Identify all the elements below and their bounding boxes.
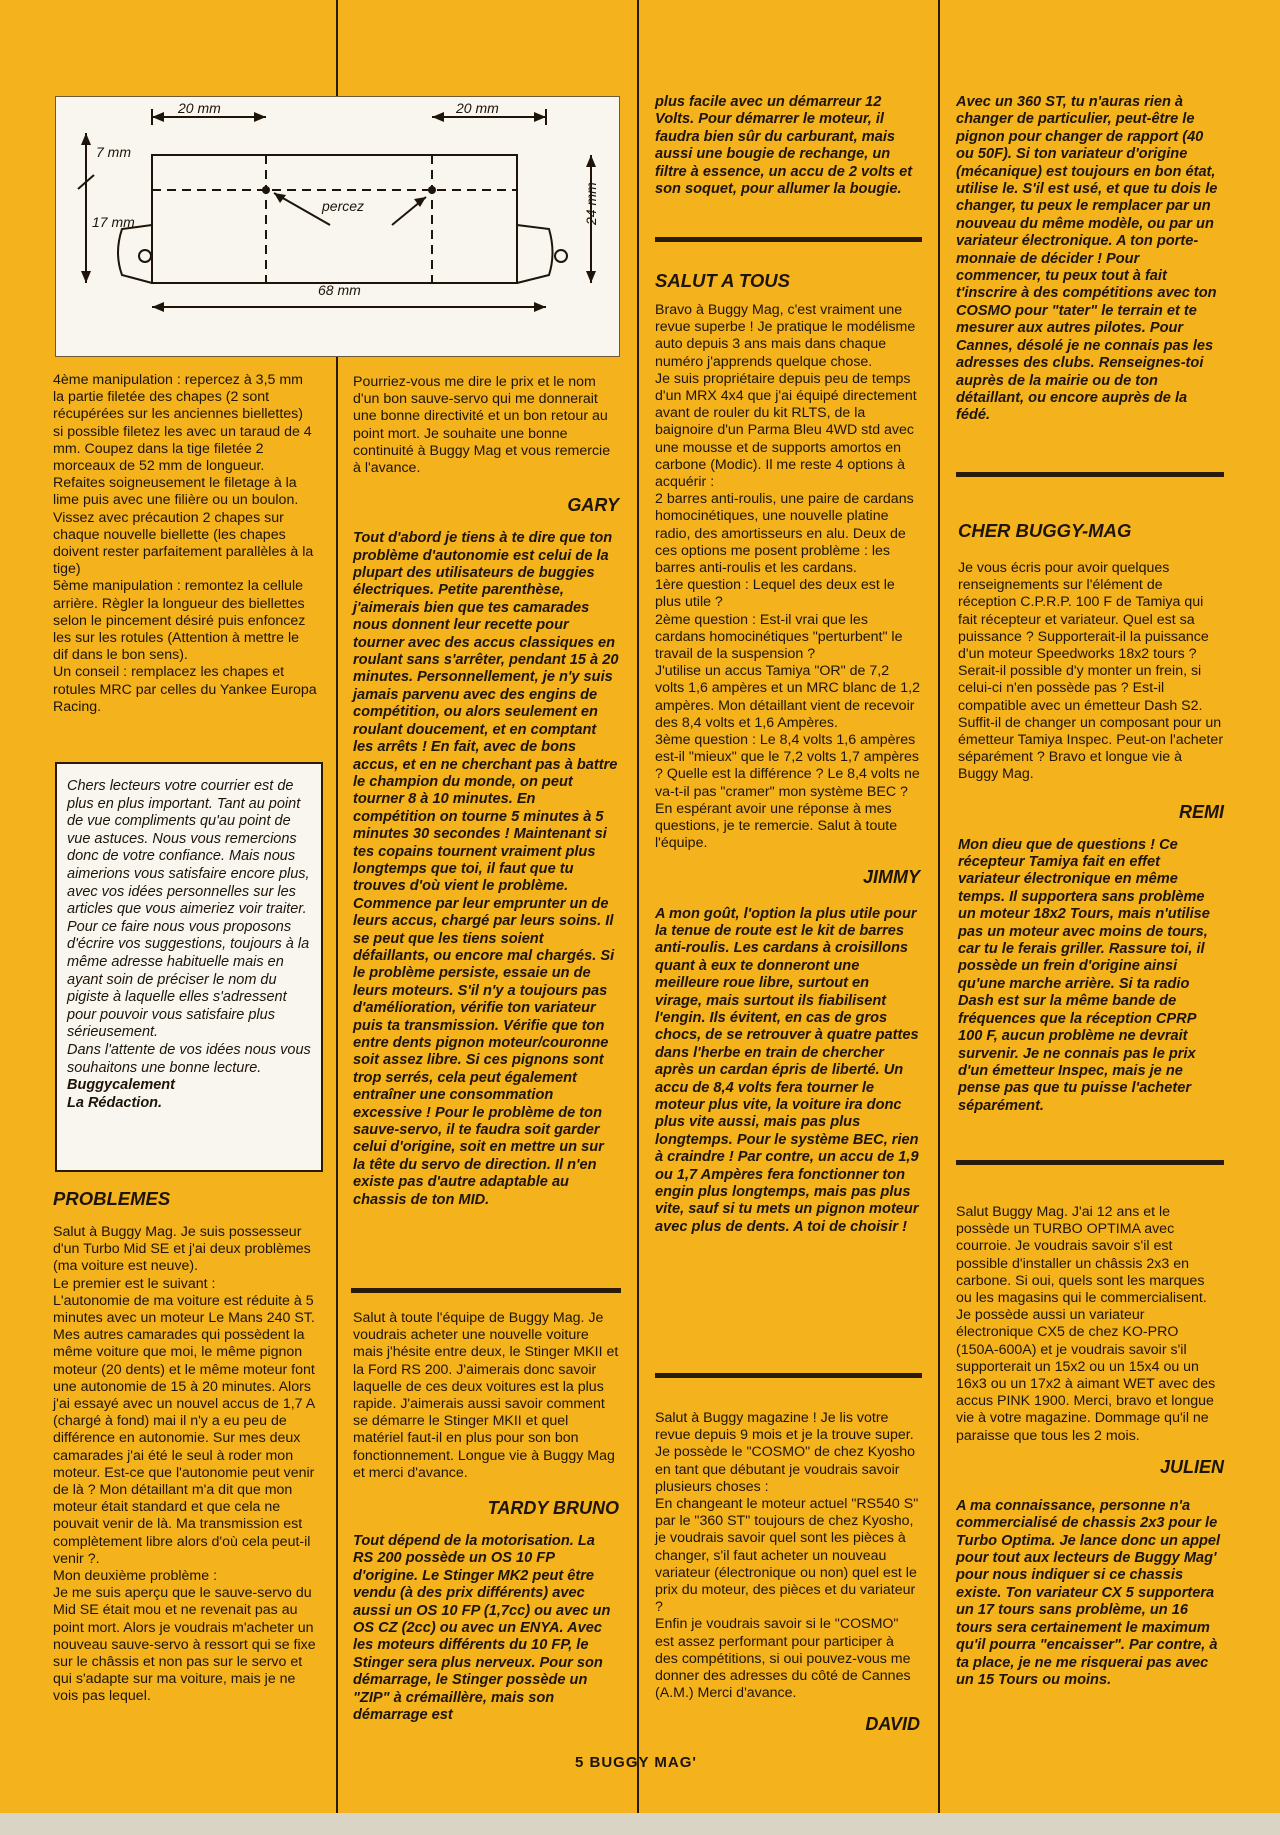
paragraph: Salut à Buggy magazine ! Je lis votre revue depuis 9 mois et je la trouve super. Je possède le "COSMO" de chez Kyosho en tant que débutant je voudrais savoir plusieurs choses : [655,1410,916,1495]
column-4-mid [958,520,1224,1115]
paragraph: 4ème manipulation : repercez à 3,5 mm la partie filetée des chapes (2 sont récupérées sur les anciennes biellettes) si possible filetez les avec un taraud de 4 mm. Coupez dans la tige filetée 2 morceaux de 52 mm de longueur. Refaites soigneusement le filetage à la lime puis avec une filière ou un boulon. Vissez avec précaution 2 chapes sur chaque nouvelle biellette (les chapes doivent rester parfaitement parallèles à la tige) [53,372,314,578]
column-4-lower [956,1204,1224,1689]
signature: JULIEN [1159,1456,1224,1477]
column-3-lower [655,1410,920,1735]
dim-top-right: 20 mm [456,100,499,116]
paragraph: Salut à Buggy Mag. Je suis possesseur d'un Turbo Mid SE et j'ai deux problèmes (ma voiture est neuve). [53,1224,311,1275]
section-heading: CHER BUGGY-MAG [958,520,1132,541]
signature: GARY [567,495,619,516]
column-2 [353,374,619,1209]
letter-text: Salut à toute l'équipe de Buggy Mag. Je voudrais acheter une nouvelle voiture mais j'hésite entre deux, le Stinger MKII et la Ford RS 200. J'aimerais donc savoir laquelle de ces deux voitures est la plus rapide. J'aimerais aussi savoir comment se démarre le Stinger MKII et quel matériel faut-il en plus pour son bon fonctionnement. Longue vie à Buggy Mag et merci d'avance. [353,1310,619,1481]
paragraph: Je me suis aperçu que le sauve-servo du Mid SE était mou et ne revenait pas au point mort. Alors je voudrais m'acheter un nouveau sauve-servo à ressort qui se fixe sur le châssis et non pas sur le servo et qui s'adapte sur ma voiture, mais je ne vois pas lequel. [53,1585,316,1705]
signature: TARDY BRUNO [487,1498,619,1519]
signature: JIMMY [862,866,920,887]
paragraph: En espérant avoir une réponse à mes questions, je te remercie. Salut à toute l'équipe. [655,800,898,852]
editor-reply: Mon dieu que de questions ! Ce récepteur Tamiya fait en effet variateur électronique en même temps. Il supportera sans problème un moteur 18x2 Tours, mais n'utilise pas un moteur avec moins de tours, car tu le ferais griller. Rassure toi, il possède un frein d'origine ainsi qu'une marche arrière. Si ta radio Dash est sur la même bande de fréquences que la réception CPRP 100 F, aucun problème ne devrait survenir. Je ne connais pas le prix d'un émetteur Inspec, mais je ne pense pas que tu puisse l'acheter séparément. [958,836,1210,1114]
separator [351,1288,621,1293]
editor-reply: A ma connaissance, personne n'a commercialisé de chassis 2x3 pour le Turbo Optima. Je lance donc un appel pour tout aux lecteurs de Buggy Mag' pour nous indiquer si ce chassis existe. Ton variateur CX 5 supportera un 17 tours sans problème, un 16 tours sera certainement le maximum qu'il pourra "encaisser". Par contre, à ta place, je ne me risquerai pas avec un 15 Tours ou moins. [956,1497,1221,1688]
letter-text: Salut Buggy Mag. J'ai 12 ans et le possède un TURBO OPTIMA avec courroie. Je voudrais savoir s'il est possible d'installer un châssis 2x3 en carbone. Si oui, quels sont les marques ou les magasins qui le commercialisent. Je possède aussi un variateur électronique CX5 de chez KO-PRO (150A-600A) et je voudrais savoir s'il supporterait un 15x2 ou un 15x4 ou un 16x3 ou un 17x2 à aimant WET avec des accus PINK 1900. Merci, bravo et longue vie à votre magazine. Dommage qu'il ne paraisse que tous les 2 mois. [956,1204,1216,1444]
column-rule [637,0,639,1835]
notice-text-2: Dans l'attente de vos idées nous vous souhaitons une bonne lecture. [67,1041,311,1076]
editorial-notice [55,762,323,1172]
editor-reply: Tout dépend de la motorisation. La RS 200 possède un OS 10 FP d'origine. Le Stinger MK2 peut être vendu (à des prix différents) avec aussi un OS 10 FP (1,7cc) ou avec un OS CZ (2cc) ou avec un ENYA. Avec les moteurs différents du 10 FP, le Stinger sera plus nerveux. Pour son démarrage, le Stinger possède un "ZIP" à crémaillère, mais son démarrage est [353,1533,611,1724]
page-bottom-strip [0,1813,1280,1835]
editor-reply: plus facile avec un démarreur 12 Volts. Pour démarrer le moteur, il faudra bien sûr du carburant, mais aussi une bougie de rechange, un filtre à essence, un accu de 2 volts et son soquet, pour allumer la bougie. [655,94,913,198]
column-1-lower [53,1188,317,1706]
separator [956,1160,1224,1165]
separator [655,237,922,242]
dim-right: 24 mm [583,182,599,225]
paragraph: 2ème question : Est-il vrai que les cardans homocinétiques "perturbent" le travail de la suspension ? [655,611,903,663]
column-4 [956,94,1224,425]
paragraph: Enfin je voudrais savoir si le "COSMO" est assez performant pour participer à des compétitions, si oui pouvez-vous me donner des adresses du côté de Cannes (A.M.) Merci d'avance. [655,1616,911,1702]
section-heading: PROBLEMES [53,1188,171,1209]
paragraph: Mon deuxième problème : [53,1568,218,1585]
column-3 [655,94,920,198]
percez-label: percez [322,198,365,214]
editor-reply: Tout d'abord je tiens à te dire que ton problème d'autonomie est celui de la plupart des utilisateurs de buggies électriques. Petite parenthèse, j'aimerais bien que tes camarades nous donnent leur recette pour tourner avec des accus classiques en roulant sans s'arrêter, pendant 15 à 20 minutes. Personnellement, je n'y suis jamais parvenu avec des engins de compétition, ou alors seulement en roulant doucement, et en comptant les arrêts ! En fait, avec de bons accus, et en ne cherchant pas à battre le champion du monde, on peut tourner 8 à 10 minutes. En compétition on tourne 5 minutes à 5 minutes 30 secondes ! Maintenant si tes copains tournent vraiment plus longtemps que toi, il faut que tu trouves d'où vient le problème. Commence par leur emprunter un de leurs accus, chargé par leurs soins. Il se peut que les tiens soient défaillants, ou encore mal chargés. Si le problème persiste, essaie un de leurs moteurs. S'il n'y a toujours pas d'amélioration, vérifie ton variateur puis ta transmission. Vérifie que ton entre dents pignon moteur/couronne soit assez libre. Si ces pignons sont trop serrés, cela peut également entraîner une consommation excessive ! Pour le problème de ton sauve-servo, il te faudra soit garder celui d'origine, soit en mettre un sur la tête du servo de direction. Il n'en existe pas d'autre adaptable au chassis de ton MID. [353,530,619,1208]
column-2-lower [353,1310,619,1725]
letter-text: Pourriez-vous me dire le prix et le nom d'un bon sauve-servo qui me donnerait une bonne directivité et un bon retour au point mort. Je souhaite une bonne continuité à Buggy Mag et vous remercie à l'avance. [353,374,611,477]
paragraph: Je suis propriétaire depuis peu de temps d'un MRX 4x4 que j'ai équipé directement avant de rouler du kit RLTS, de la baignoire d'un Parma Bleu 4WD std avec une mousse et de supports amortos en carbone (Modic). Il me reste 4 options à acquérir : [655,370,917,491]
paragraph: 3ème question : Le 8,4 volts 1,6 ampères est-il "mieux" que le 7,2 volts 1,7 ampères ? Quelle est la différence ? Le 8,4 volts ne va-t-il pas "cramer" mon système BEC ? [655,732,920,800]
section-heading: SALUT A TOUS [655,270,790,291]
paragraph: 2 barres anti-roulis, une paire de cardans homocinétiques, une nouvelle platine radio, des amortisseurs en alu. Deux de ces options me posent problème : les barres anti-roulis et les cardans. [655,491,914,577]
paragraph: Le premier est le suivant : [53,1275,216,1292]
page-footer: 5 BUGGY MAG' [575,1754,697,1771]
paragraph: 5ème manipulation : remontez la cellule arrière. Règler la longueur des biellettes selon le pincement désiré puis enfoncez les sur les rotules (Attention à mettre le dif dans le bon sens). [53,578,306,664]
paragraph: L'autonomie de ma voiture est réduite à 5 minutes avec un moteur Le Mans 240 ST. Mes autres camarades qui possèdent la même voiture que moi, le même pignon moteur (20 dents) et le même moteur font une autonomie de 15 à 20 minutes. Alors j'ai essayé avec un nouvel accus de 1,7 A (chargé à fond) mai il n'y a eu peu de différence en autonomie. Sur mes deux camarades j'ai été le seul à roder mon moteur. Est-ce que l'autonomie peut venir de là ? Mon détaillant m'a dit que mon moteur était standard et que cela ne pouvait venir de là. Ma transmission est complètement libre alors d'où cela peut-il venir ?. [53,1292,315,1567]
dim-top-left: 20 mm [178,100,221,116]
paragraph: Bravo à Buggy Mag, c'est vraiment une revue superbe ! Je pratique le modélisme auto depuis 3 ans mais dans chaque numéro j'apprends quelque chose. [655,302,916,370]
dim-bottom: 68 mm [318,282,361,298]
paragraph: 1ère question : Lequel des deux est le plus utile ? [655,577,895,611]
dim-left-bottom: 17 mm [92,214,135,230]
letter-text: Je vous écris pour avoir quelques renseignements sur l'élément de réception C.P.R.P. 100 F de Tamiya qui fait récepteur et variateur. Quel est sa puissance ? Supporterait-il la puissance d'un moteur Speedworks 18x2 tours ? Serait-il possible d'y monter un frein, si celui-ci n'en possède pas ? Est-il compatible avec un émetteur Dash S2. Suffit-il de changer un composant pour un émetteur Tamiya Inspec. Peut-on l'acheter séparément ? Bravo et longue vie à Buggy Mag. [958,560,1224,783]
editor-reply: A mon goût, l'option la plus utile pour la tenue de route est le kit de barres anti-roulis. Les cardans à croisillons quant à eux te donneront une meilleure roue libre, surtout en virage, mais surtout ils fiabilisent l'engin. Ils évitent, en cas de gros chocs, de se retrouver à quatre pattes dans l'herbe en train de chercher après un cardan épris de liberté. Un accu de 8,4 volts fera tourner le moteur plus vite, la voiture ira donc plus vite aussi, mais pas plus longtemps. Pour le système BEC, rien à craindre ! Par contre, un accu de 1,9 ou 1,7 Ampères fera fonctionner ton engin plus longtemps, mais pas plus vite, sauf si tu mets un pignon moteur avec plus de dents. A toi de choisir ! [655,905,919,1235]
dimension-diagram [55,96,620,357]
editor-reply: Avec un 360 ST, tu n'auras rien à changer de particulier, peut-être le pignon pour changer de rapport (40 ou 50F). Si ton variateur d'origine (mécanique) est toujours en bon état, utilise le. S'il est usé, et que tu dois le changer, tu peux le remplacer par un nouveau du même modèle, ou par un variateur électronique. A ton porte-monnaie de décider ! Pour commencer, tu peux tout à fait t'inscrire à des compétitions avec ton COSMO pour "tater" le terrain et te mesurer aux autres pilotes. Pour Cannes, désolé je ne connais pas les adresses des clubs. Renseignes-toi auprès de la mairie ou de ton détaillant, ou encore auprès de la fédé. [956,94,1218,424]
signature: REMI [1179,801,1224,822]
column-rule [938,0,940,1835]
separator [956,472,1224,477]
column-1 [53,372,317,716]
notice-sign-1: Buggycalement [67,1077,175,1094]
separator [655,1373,922,1378]
column-3-mid [655,270,920,1236]
diagram-drawing [56,97,619,356]
paragraph: En changeant le moteur actuel "RS540 S" par le "360 ST" toujours de chez Kyosho, je voudrais savoir quel sont les pièces à changer, s'il faut acheter un nouveau variateur (électronique ou non) quel est le prix du moteur, des pièces et du variateur ? [655,1496,919,1616]
paragraph: Un conseil : remplacez les chapes et rotules MRC par celles du Yankee Europa Racing. [53,664,317,715]
notice-text: Chers lecteurs votre courrier est de plus en plus important. Tant au point de vue compliments qu'au point de vue astuces. Nous vous remercions donc de votre confiance. Mais nous aimerions vous satisfaire encore plus, avec vos idées personnelles sur les articles que vous aimeriez voir traiter. Pour ce faire nous vous proposons d'écrire vos suggestions, toujours à la même adresse habituelle mais en ayant soin de préciser le nom du pigiste à laquelle elles s'adressent pour pouvoir vous satisfaire plus sérieusement. [67,778,310,1041]
notice-sign-2: La Rédaction. [67,1094,163,1111]
signature: DAVID [865,1714,920,1735]
dim-left-top: 7 mm [96,144,131,160]
paragraph: J'utilise un accus Tamiya "OR" de 7,2 volts 1,6 ampères et un MRC blanc de 1,2 ampères. Mon détaillant vient de recevoir des 8,4 volts et 1,6 Ampères. [655,663,920,731]
